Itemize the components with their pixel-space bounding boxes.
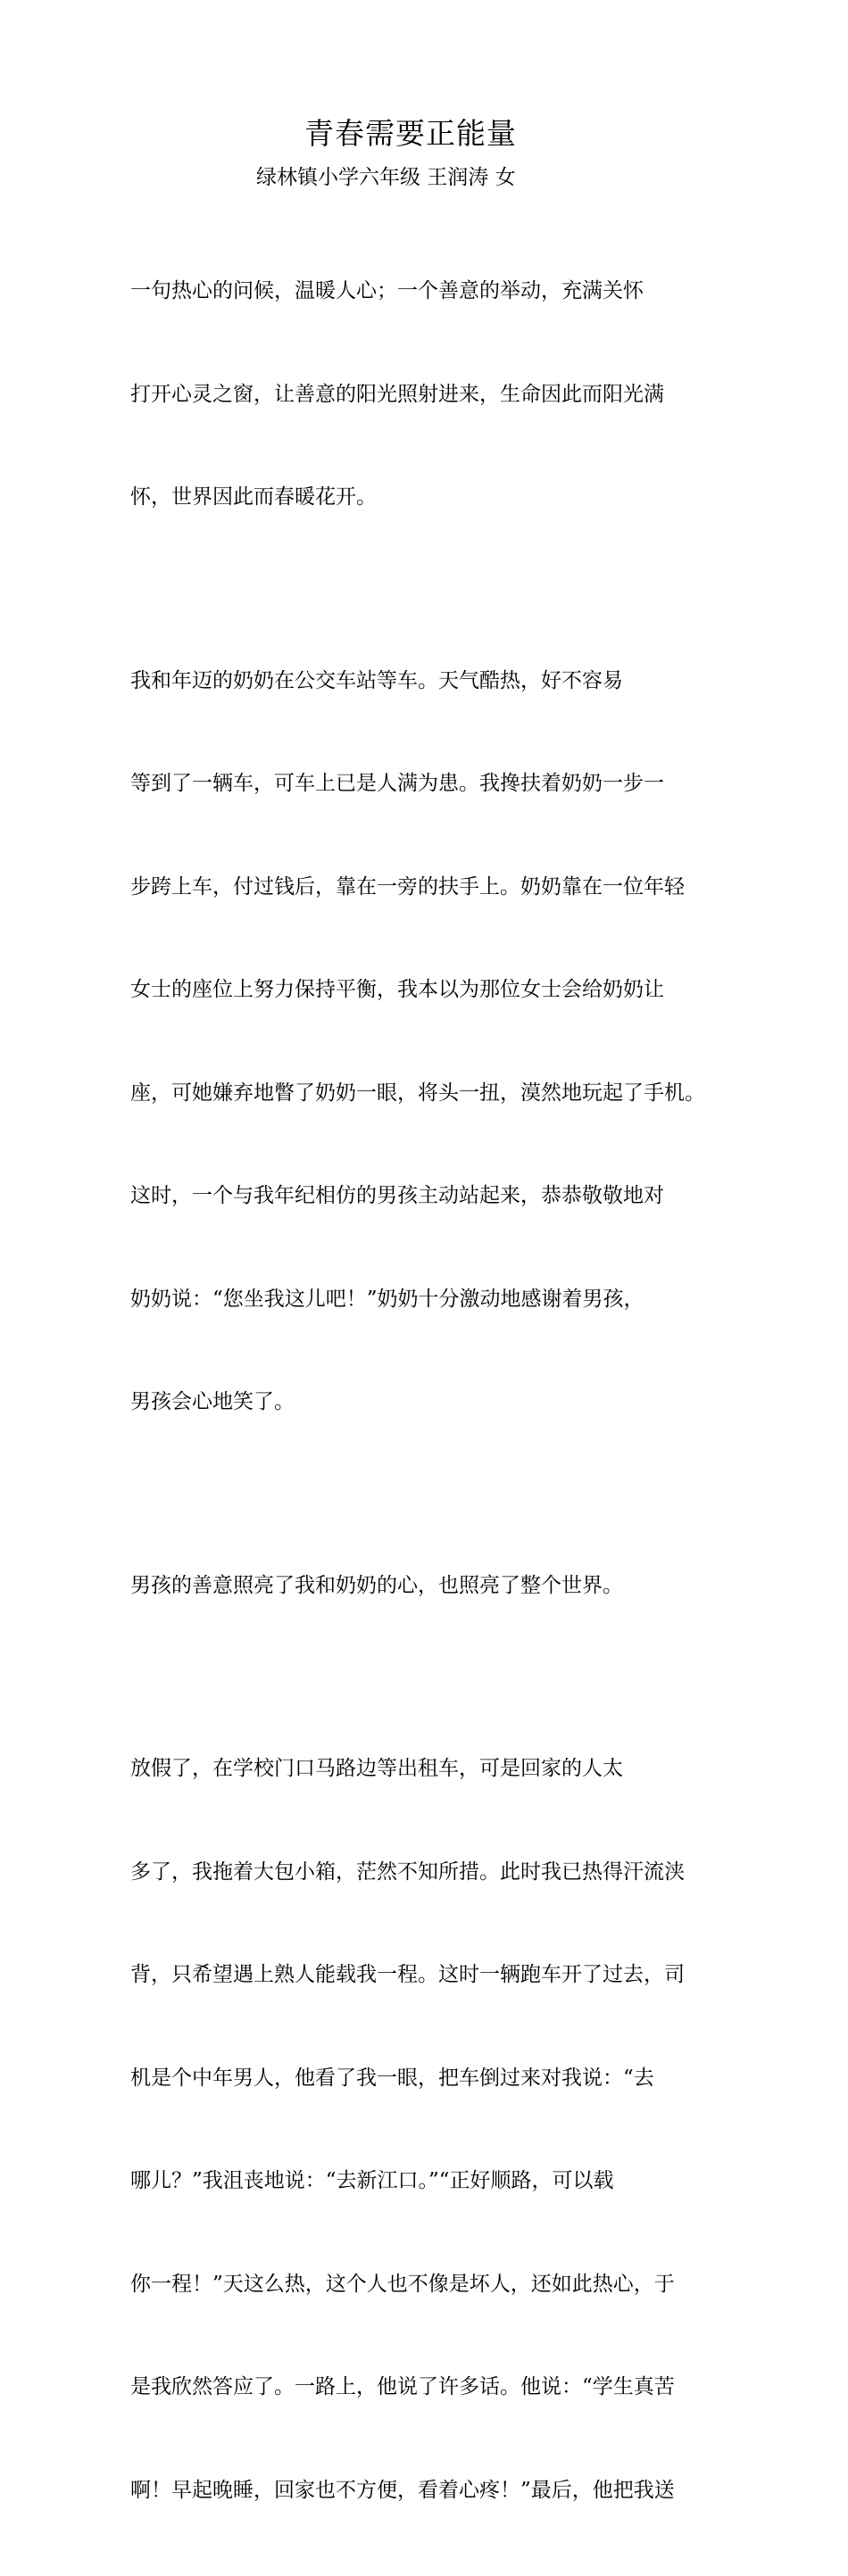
paragraph-line: 是我欣然答应了。一路上，他说了许多话。他说：“学生真苦 [130,2375,675,2398]
paragraph-line: 奶奶说：“您坐我这儿吧！”奶奶十分激动地感谢着男孩， [130,1287,644,1311]
paragraph-3 [130,1500,721,1672]
paragraph-line: 机是个中年男人，他看了我一眼，把车倒过来对我说：“去 [130,2066,654,2090]
author-byline: 绿林镇小学六年级 王润涛 女 [256,166,516,189]
paragraph-line: 一句热心的问候，温暖人心；一个善意的举动，充满关怀 [130,279,644,302]
paragraph-line: 多了，我拖着大包小箱，茫然不知所措。此时我已热得汗流浃 [130,1860,685,1884]
paragraph-line: 打开心灵之窗，让善意的阳光照射进来，生命因此而阳光满 [130,382,664,406]
paragraph-2 [130,595,721,1488]
paragraph-line: 哪儿？”我沮丧地说：“去新江口。”“正好顺路，可以载 [130,2169,614,2192]
document-title: 青春需要正能量 [304,116,517,151]
paragraph-line: 啊！早起晚睡，回家也不方便，看着心疼！”最后，他把我送 [130,2478,675,2502]
paragraph-line: 我和年迈的奶奶在公交车站等车。天气酷热，好不容易 [130,668,623,692]
paragraph-line: 女士的座位上努力保持平衡，我本以为那位女士会给奶奶让 [130,978,664,1001]
paragraph-line: 这时，一个与我年纪相仿的男孩主动站起来，恭恭敬敬地对 [130,1184,664,1207]
paragraph-line: 等到了一辆车，可车上已是人满为患。我搀扶着奶奶一步一 [130,772,664,795]
paragraph-line: 座，可她嫌弃地瞥了奶奶一眼，将头一扭，漠然地玩起了手机。 [130,1081,705,1105]
paragraph-line: 男孩的善意照亮了我和奶奶的心，也照亮了整个世界。 [130,1573,623,1597]
document-body [130,205,721,2576]
paragraph-line: 怀，世界因此而春暖花开。 [130,485,377,509]
paragraph-line: 男孩会心地笑了。 [130,1390,295,1413]
paragraph-gap [130,584,721,595]
paragraph-1 [130,205,721,584]
paragraph-gap [130,1671,721,1683]
paragraph-line: 背，只希望遇上熟人能载我一程。这时一辆跑车开了过去，司 [130,1963,685,1986]
paragraph-gap [130,1488,721,1500]
paragraph-4 [130,1683,721,2576]
paragraph-line: 你一程！”天这么热，这个人也不像是坏人，还如此热心，于 [130,2272,675,2296]
paragraph-line: 放假了，在学校门口马路边等出租车，可是回家的人太 [130,1757,623,1780]
paragraph-line: 步跨上车，付过钱后，靠在一旁的扶手上。奶奶靠在一位年轻 [130,874,685,899]
